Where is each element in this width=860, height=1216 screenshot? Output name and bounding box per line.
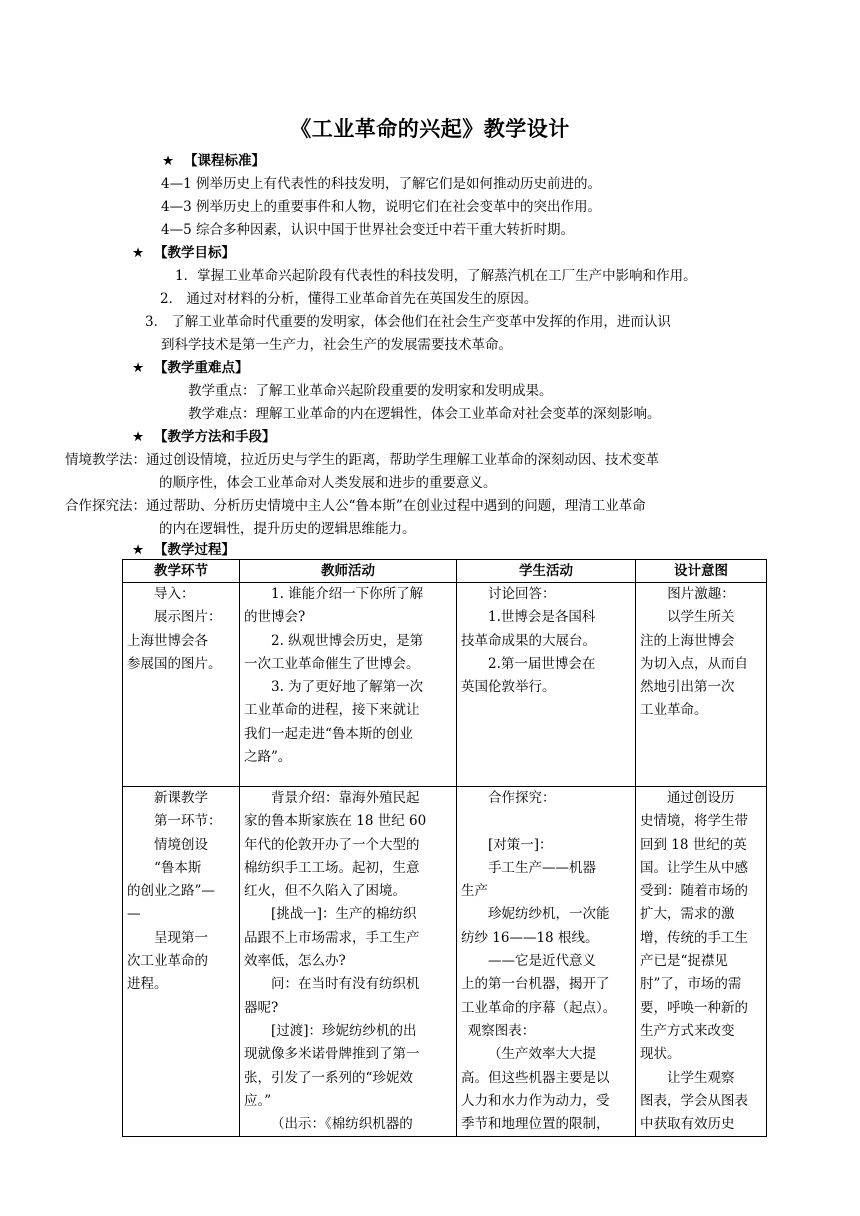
cell-text: [挑战一]：生产的棉纺织 bbox=[271, 906, 417, 923]
cell-text: 上海世博会各 bbox=[127, 632, 208, 649]
cell-text: 张，引发了一系列的“珍妮效 bbox=[244, 1069, 413, 1086]
column-header: 教学环节 bbox=[123, 560, 240, 583]
cell-text: 现就像多米诺骨牌推到了第一 bbox=[244, 1046, 420, 1063]
cell-text: 导入： bbox=[154, 586, 195, 602]
star-icon: ★ bbox=[132, 360, 145, 376]
page-title: 《工业革命的兴起》教学设计 bbox=[290, 117, 570, 141]
cell-text: 背景介绍：靠海外殖民起 bbox=[271, 790, 420, 806]
keypoints-heading: ★ 【教学重难点】 bbox=[132, 357, 249, 379]
cell-text: 珍妮纺纱机，一次能 bbox=[488, 906, 610, 923]
cell-text: 家的鲁本斯家族在 18 世纪 60 bbox=[244, 813, 427, 830]
cell-text: 3. 为了更好地了解第一次 bbox=[271, 679, 424, 696]
cell-text: 工业革命。 bbox=[640, 702, 708, 719]
cell-text: 第一环节： bbox=[154, 813, 222, 830]
method-item: 合作探究法：通过帮助、分析历史情境中主人公“鲁本斯”在创业过程中遇到的问题，理清工业革命 bbox=[65, 498, 646, 514]
cell-text: 技革命成果的大展台。 bbox=[461, 632, 596, 649]
teaching-difficulty: 教学难点：理解工业革命的内在逻辑性，体会工业革命对社会变革的深刻影响。 bbox=[188, 406, 661, 422]
student-cell bbox=[457, 787, 636, 1137]
stage-cell bbox=[123, 583, 240, 787]
curriculum-heading: ★ 【课程标准】 bbox=[162, 150, 265, 172]
cell-text: 年代的伦敦开办了一个大型的 bbox=[244, 836, 420, 853]
cell-text: 中获取有效历史 bbox=[640, 1116, 735, 1133]
cell-text: 合作探究： bbox=[488, 790, 556, 806]
stage-cell bbox=[123, 787, 240, 1137]
process-heading: ★ 【教学过程】 bbox=[132, 539, 235, 561]
table-row bbox=[123, 787, 767, 1137]
cell-text: 以学生所关 bbox=[667, 609, 735, 626]
cell-text: 英国伦敦举行。 bbox=[461, 679, 556, 696]
cell-text: 问：在当时有没有纺织机 bbox=[271, 976, 420, 993]
cell-text: 效率低，怎么办? bbox=[244, 953, 346, 970]
goal-item-continued: 到科学技术是第一生产力，社会生产的发展需要技术革命。 bbox=[161, 337, 512, 353]
cell-text: 情境创设 bbox=[154, 836, 208, 853]
column-header: 教师活动 bbox=[240, 560, 457, 583]
goal-item: 1．掌握工业革命兴起阶段有代表性的科技发明，了解蒸汽机在工厂生产中影响和作用。 bbox=[175, 268, 697, 284]
cell-text: “鲁本斯 bbox=[154, 859, 202, 876]
cell-text: 器呢? bbox=[244, 999, 279, 1016]
cell-text: 呈现第一 bbox=[154, 929, 208, 946]
cell-text: 图片激趣： bbox=[667, 586, 735, 602]
student-cell bbox=[457, 583, 636, 787]
cell-text: 高。但这些机器主要是以 bbox=[461, 1069, 610, 1086]
cell-text: 图表，学会从图表 bbox=[640, 1092, 748, 1109]
cell-text: 增，传统的手工生 bbox=[640, 929, 748, 946]
cell-text: [对策一]： bbox=[488, 836, 553, 853]
cell-text: 为切入点，从而自 bbox=[640, 655, 748, 672]
cell-text: 生产方式来改变 bbox=[640, 1022, 735, 1039]
method-item-continued: 的内在逻辑性，提升历史的逻辑思维能力。 bbox=[159, 521, 416, 537]
cell-text: 1. 谁能介绍一下你所了解 bbox=[271, 586, 424, 602]
goal-item: 3． 了解工业革命时代重要的发明家，体会他们在社会生产变革中发挥的作用，进而认识 bbox=[145, 314, 671, 330]
curriculum-item: 4—1 例举历史上有代表性的科技发明，了解它们是如何推动历史前进的。 bbox=[161, 176, 601, 192]
cell-text: 展示图片： bbox=[154, 609, 222, 626]
cell-text: 新课教学 bbox=[154, 790, 208, 806]
cell-text: 国。让学生从中感 bbox=[640, 859, 748, 876]
table-header-row bbox=[123, 560, 767, 583]
teaching-focus: 教学重点：了解工业革命兴起阶段重要的发明家和发明成果。 bbox=[188, 383, 553, 399]
cell-text: 纺纱 16——18 根线。 bbox=[461, 929, 599, 946]
cell-text: 2. 纵观世博会历史，是第 bbox=[271, 632, 424, 649]
cell-text: — bbox=[127, 906, 141, 923]
methods-heading: ★ 【教学方法和手段】 bbox=[132, 426, 276, 448]
cell-text: 受到：随着市场的 bbox=[640, 883, 748, 900]
cell-text: 工业革命的进程，接下来就让 bbox=[244, 702, 420, 719]
goals-heading: ★ 【教学目标】 bbox=[132, 242, 235, 264]
cell-text: 要，呼唤一种新的 bbox=[640, 999, 748, 1016]
cell-text: 手工生产——机器 bbox=[488, 859, 596, 876]
cell-text: 注的上海世博会 bbox=[640, 632, 735, 649]
cell-text: 应。” bbox=[244, 1092, 272, 1109]
cell-text: ——它是近代意义 bbox=[488, 953, 596, 970]
cell-text: 产已是“捉襟见 bbox=[640, 953, 728, 970]
table-row bbox=[123, 583, 767, 787]
cell-text: 次工业革命的 bbox=[127, 953, 208, 970]
star-icon: ★ bbox=[132, 542, 145, 558]
cell-text: 我们一起走进“鲁本斯的创业 bbox=[244, 725, 413, 742]
cell-text: 人力和水力作为动力，受 bbox=[461, 1092, 610, 1109]
cell-text: 品跟不上市场需求，手工生产 bbox=[244, 929, 420, 946]
cell-text: 参展国的图片。 bbox=[127, 655, 222, 672]
teaching-process-table bbox=[122, 559, 767, 1137]
cell-text: 1.世博会是各国科 bbox=[488, 609, 596, 626]
teacher-cell bbox=[240, 583, 457, 787]
cell-text: 工业革命的序幕（起点）。 bbox=[461, 999, 617, 1016]
cell-text: 2.第一届世博会在 bbox=[488, 655, 596, 672]
curriculum-item: 4—3 例举历史上的重要事件和人物，说明它们在社会变革中的突出作用。 bbox=[161, 199, 601, 215]
star-icon: ★ bbox=[162, 153, 175, 169]
cell-text: 然地引出第一次 bbox=[640, 679, 735, 696]
goal-item: 2． 通过对材料的分析，懂得工业革命首先在英国发生的原因。 bbox=[160, 291, 538, 307]
cell-text: 史情境，将学生带 bbox=[640, 813, 748, 830]
cell-text: [过渡]：珍妮纺纱机的出 bbox=[271, 1022, 417, 1039]
cell-text: （出示：《棉纺织机器的 bbox=[271, 1116, 413, 1133]
cell-text: 回到 18 世纪的英 bbox=[640, 836, 747, 853]
curriculum-item: 4—5 综合多种因素，认识中国于世界社会变迁中若干重大转折时期。 bbox=[161, 222, 574, 238]
method-item-continued: 的顺序性，体会工业革命对人类发展和进步的重要意义。 bbox=[159, 475, 497, 491]
cell-text: 肘”了，市场的需 bbox=[640, 976, 742, 993]
star-icon: ★ bbox=[132, 245, 145, 261]
cell-text: （生产效率大大提 bbox=[488, 1046, 596, 1063]
cell-text: 讨论回答： bbox=[488, 586, 556, 602]
column-header: 学生活动 bbox=[457, 560, 636, 583]
cell-text bbox=[461, 810, 631, 833]
column-header: 设计意图 bbox=[636, 560, 767, 583]
cell-text: 红火，但不久陷入了困境。 bbox=[244, 883, 406, 900]
cell-text: 的世博会? bbox=[244, 609, 306, 626]
intent-cell bbox=[636, 787, 767, 1137]
teacher-cell bbox=[240, 787, 457, 1137]
cell-text: 的创业之路”— bbox=[127, 883, 215, 900]
method-item: 情境教学法：通过创设情境，拉近历史与学生的距离，帮助学生理解工业革命的深刻动因、技术变革 bbox=[65, 452, 659, 468]
cell-text: 上的第一台机器，揭开了 bbox=[461, 976, 610, 993]
cell-text: 一次工业革命催生了世博会。 bbox=[244, 655, 420, 672]
cell-text: 进程。 bbox=[127, 976, 168, 993]
cell-text: 通过创设历 bbox=[667, 790, 735, 806]
cell-text: 扩大，需求的激 bbox=[640, 906, 735, 923]
star-icon: ★ bbox=[132, 429, 145, 445]
cell-text: 现状。 bbox=[640, 1046, 681, 1063]
cell-text: 生产 bbox=[461, 883, 488, 900]
cell-text: 之路”。 bbox=[244, 749, 292, 766]
cell-text: 让学生观察 bbox=[667, 1069, 735, 1086]
intent-cell bbox=[636, 583, 767, 787]
cell-text: 季节和地理位置的限制， bbox=[461, 1116, 610, 1133]
cell-text: 观察图表： bbox=[467, 1022, 536, 1039]
cell-text: 棉纺织手工工场。起初，生意 bbox=[244, 859, 420, 876]
